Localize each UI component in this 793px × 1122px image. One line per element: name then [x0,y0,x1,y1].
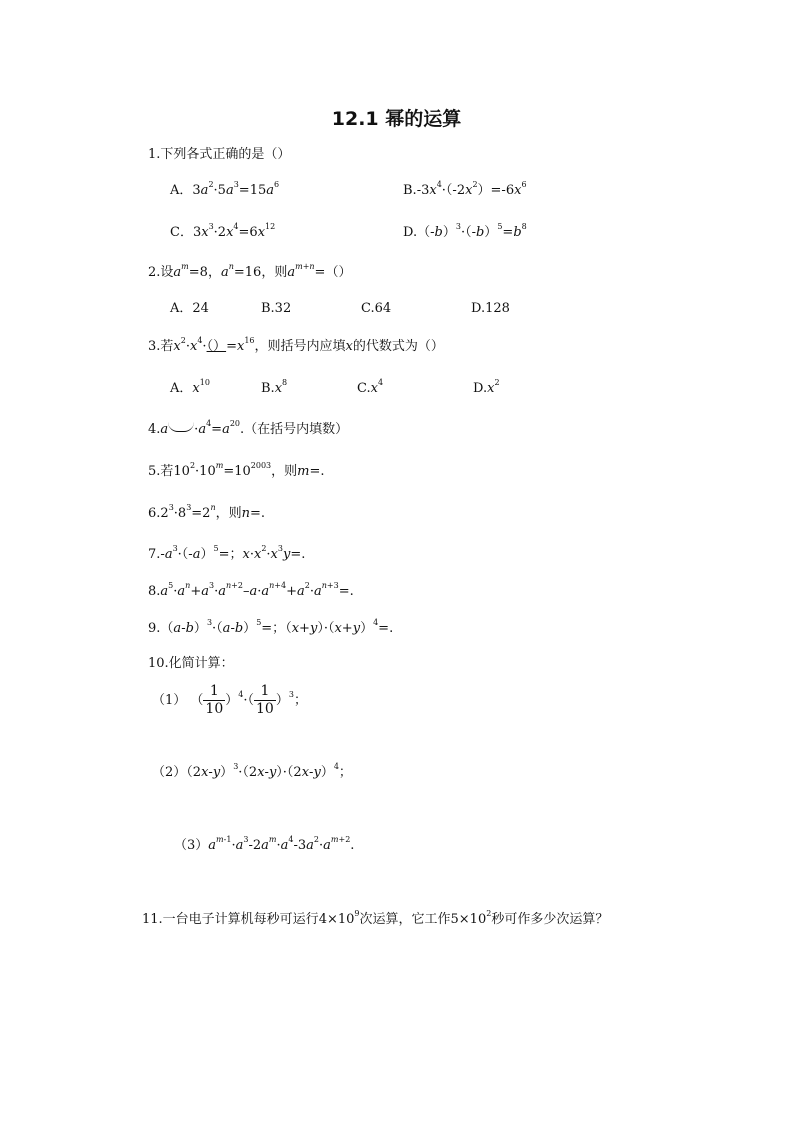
question-3-option-a: A．$x^{10}$ [170,377,210,396]
page-title: 12.1 幂的运算 [331,108,462,130]
question-1-stem: 1.下列各式正确的是（） [148,147,291,162]
question-2-stem: 2.设$a^m=8$，$a^n=16$，则$a^{m+n}=()$ [148,261,352,280]
question-3-option-c: $C.x^4$ [357,377,384,396]
question-2-option-b: B.32 [261,301,292,316]
fraction: $\frac{1}{10}$ [256,683,274,717]
question-11: 11.一台电子计算机每秒可运行$4\times 10^9$次运算，它工作$5\times 10^2$秒可作多少次运算？ [142,908,609,927]
question-6: $6.2^3\cdot 8^3=2^n$，则n=. [148,502,266,521]
question-2-option-d: D.128 [471,301,510,316]
question-7: $7.-a^3\cdot(-a)^5=$；$x\cdot x^2\cdot x^3y=$. [148,543,306,562]
question-2-option-c: C.64 [361,301,392,316]
fraction: $\frac{1}{10}$ [205,683,224,717]
question-3-option-d: $D.x^2$ [473,377,500,396]
question-1-option-a: A．$3a^2\cdot 5a^3=15a^6$ [170,179,280,198]
question-10-part-2: $(2)(2x-y)^3\cdot(2x-y)\cdot(2x-y)^4$； [152,761,352,780]
question-3-stem: 3.若$x^2\cdot x^4\cdot()=x^{16}$，则括号内应填x的代数式为（） [148,335,444,354]
question-2-option-a: A．24 [170,301,209,316]
question-9: $9.(a-b)^3\cdot(a-b)^5=$；$(x+y)\cdot(x+y)^4=$. [148,617,394,636]
question-8: $8.a^5\cdot a^n+a^3\cdot a^{n+2}-a\cdot a^{n+4}+a^2\cdot a^{n+3}=$. [148,580,354,599]
answer-blank [168,422,194,432]
question-10-part-1: （1） （ $\frac{1}{10}$ ）$^4$·（ $\frac{1}{10}$ ）$^3$； [152,683,307,717]
question-10-part-3: $(3)a^{m-1}\cdot a^3-2a^m\cdot a^4-3a^2\cdot a^{m+2}$. [174,834,355,853]
question-5: 5.若$10^2\cdot 10^m=10^{2003}$，则m=. [148,460,325,479]
question-1-option-b: $B.-3x^4\cdot(-2x^2)=-6x^6$ [403,179,527,198]
question-1-option-d: $D.(-b)^3\cdot(-b)^5=b^8$ [403,221,527,240]
question-1-option-c: C．$3x^3\cdot 2x^4=6x^{12}$ [170,221,276,240]
question-4: $4.a \cdot a^4=a^{20}$.（在括号内填数） [148,418,349,437]
question-10-stem: 10.化简计算： [148,656,234,671]
question-3-option-b: $B.x^8$ [261,377,288,396]
